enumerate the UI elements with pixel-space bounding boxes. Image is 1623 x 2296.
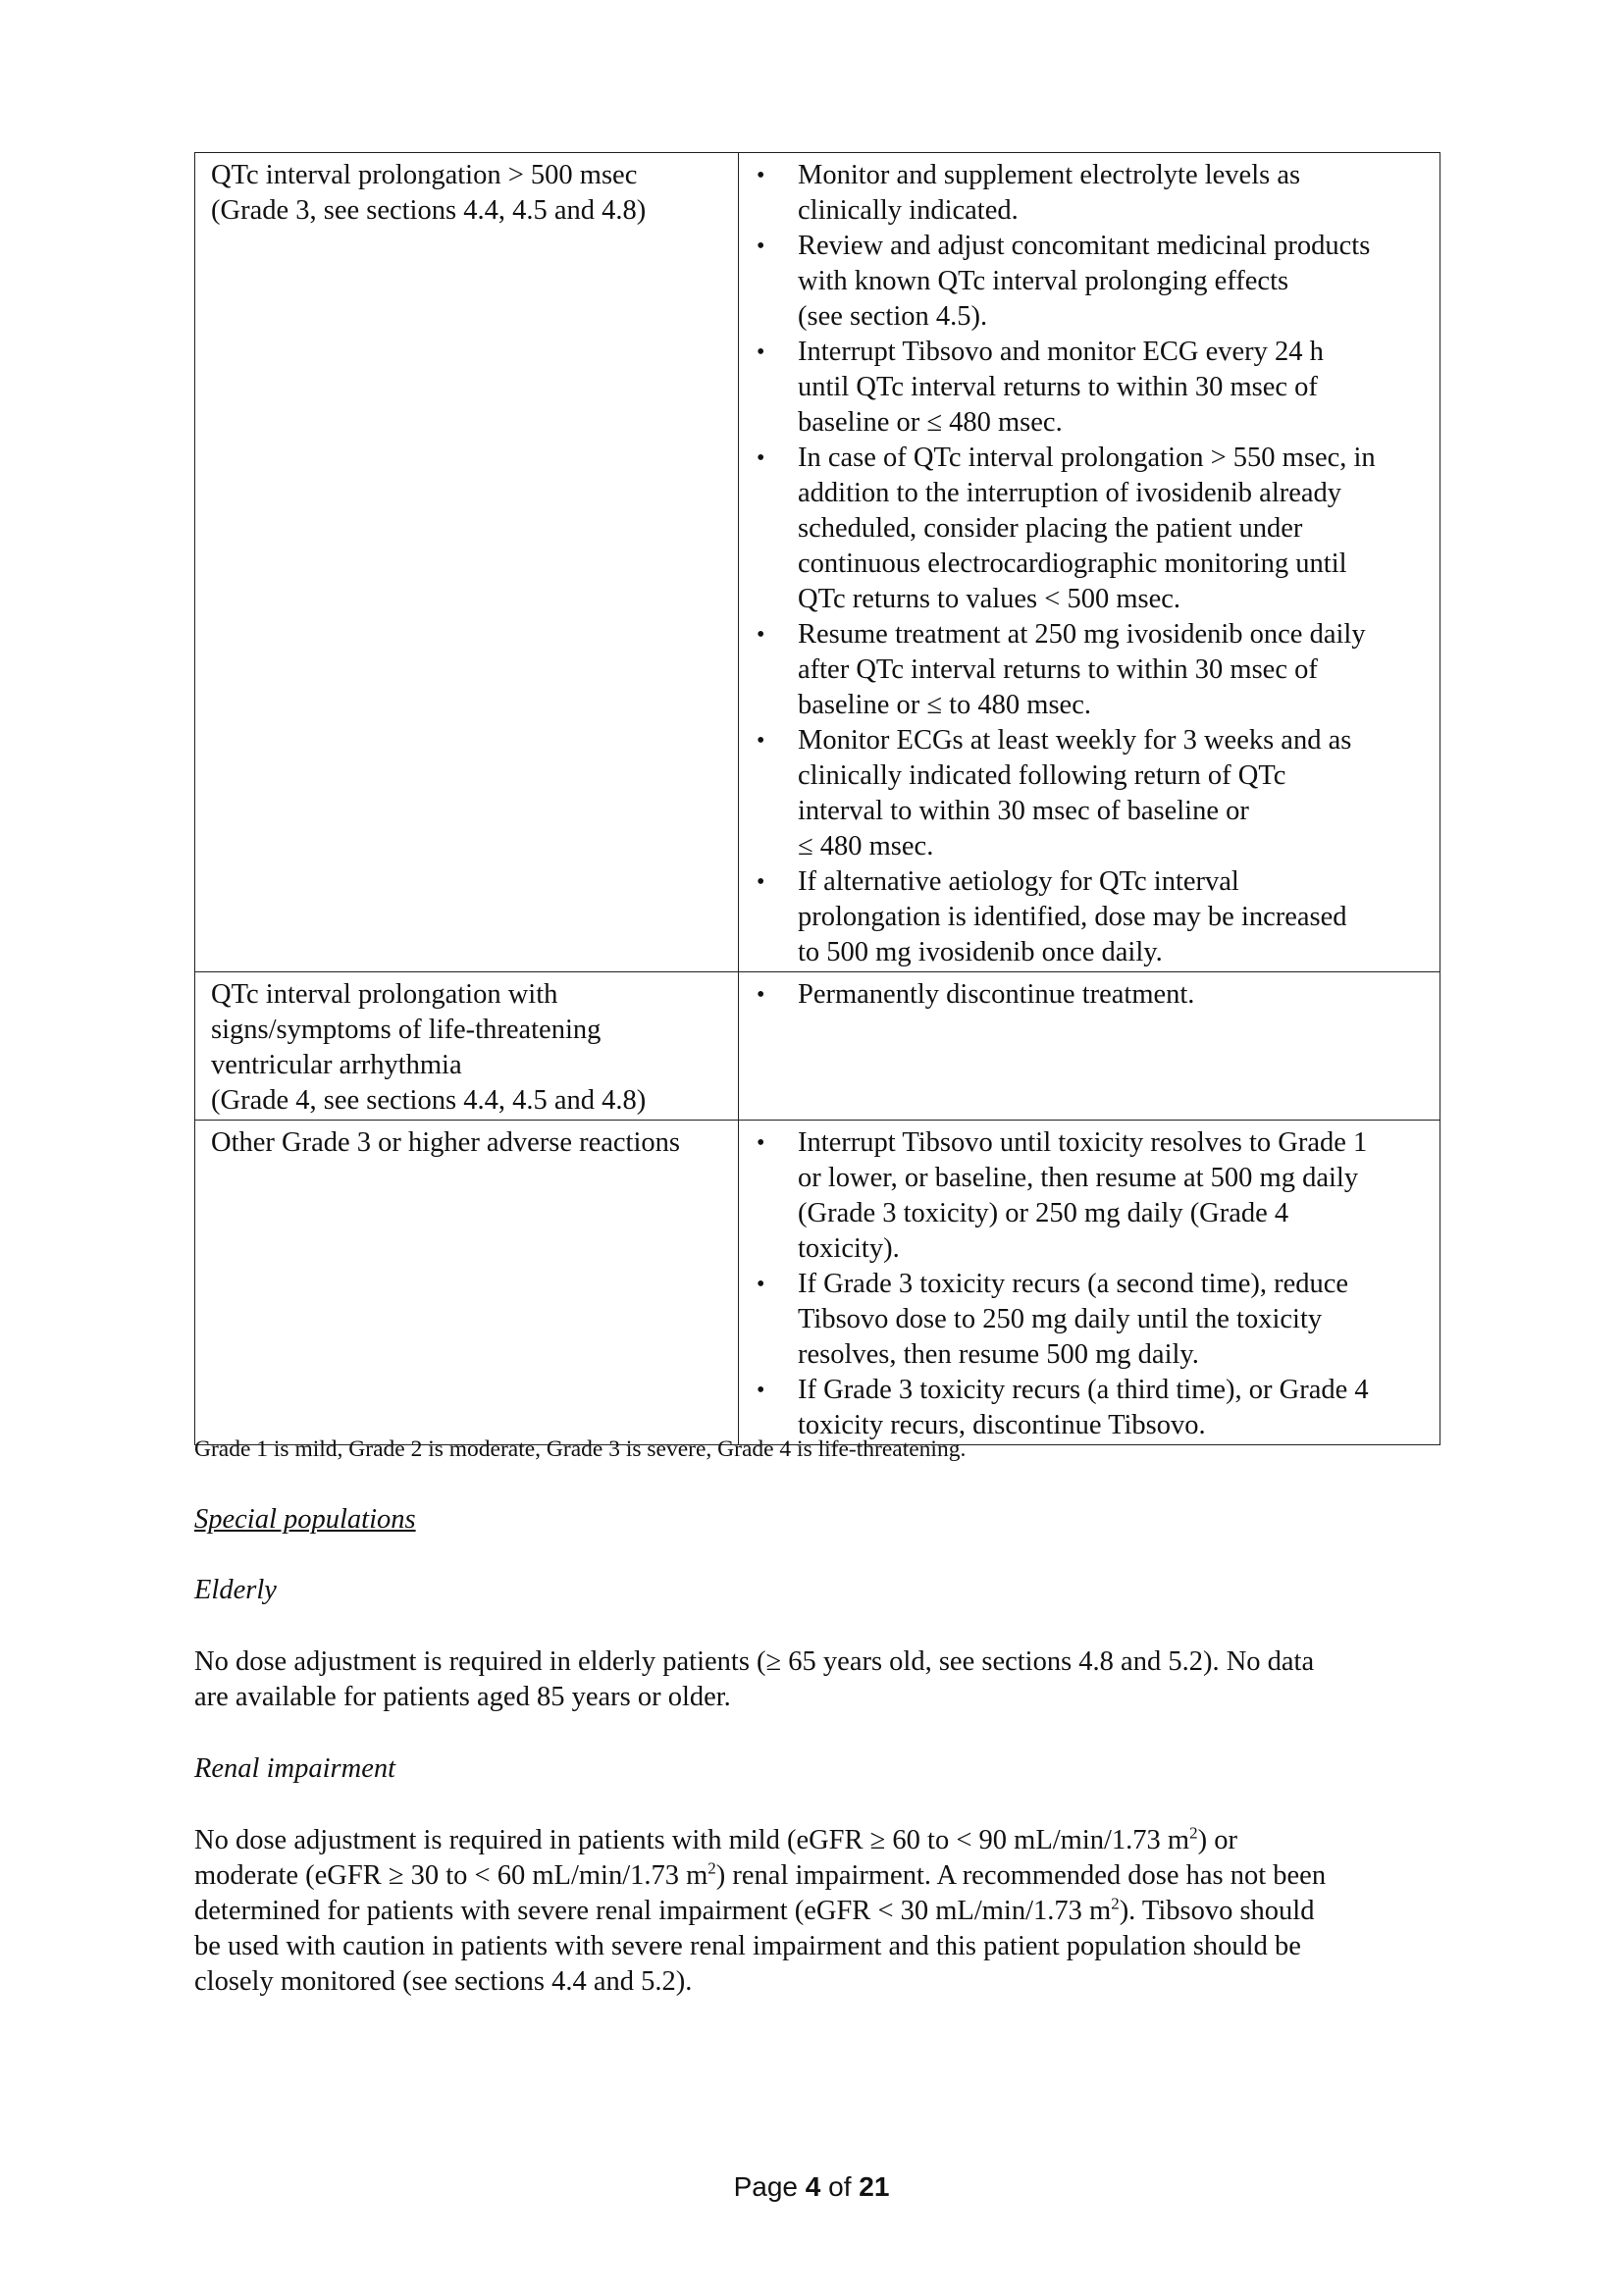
renal-line-4: be used with caution in patients with severe renal impairment and this patient population should be [194,1931,1301,1961]
action-line: (see section 4.5). [798,301,988,332]
action-line: • If Grade 3 toxicity recurs (a third time), or Grade 4 [798,1375,1369,1405]
renal-heading: Renal impairment [194,1753,396,1784]
condition-line: Other Grade 3 or higher adverse reactions [211,1127,680,1158]
superscript-2: 2 [707,1858,716,1878]
special-populations-heading: Special populations [194,1504,416,1535]
action-line: • Monitor and supplement electrolyte levels as [798,160,1301,190]
dose-modification-table [194,152,1440,1445]
action-item [755,229,1430,335]
table-row [195,153,1440,972]
action-line: addition to the interruption of ivosidenib already [798,478,1342,508]
condition-line: QTc interval prolongation with [211,979,558,1010]
page-number [0,2169,1623,2205]
action-line: continuous electrocardiographic monitoring until [798,548,1347,579]
action-line: • Interrupt Tibsovo until toxicity resolves to Grade 1 [798,1127,1368,1158]
elderly-line-1: No dose adjustment is required in elderly patients (≥ 65 years old, see sections 4.8 and 5.2). No data [194,1646,1315,1677]
action-line: (Grade 3 toxicity) or 250 mg daily (Grade 4 [798,1198,1289,1228]
elderly-paragraph [194,1644,1440,1715]
page-total: 21 [859,2171,890,2202]
action-item [755,441,1430,617]
action-list [755,158,1430,970]
action-item [755,1267,1430,1373]
action-line: • Resume treatment at 250 mg ivosidenib once daily [798,619,1366,650]
renal-line-1-text: No dose adjustment is required in patients with mild (eGFR ≥ 60 to < 90 mL/min/1.73 m [194,1825,1190,1855]
action-line: resolves, then resume 500 mg daily. [798,1339,1199,1370]
renal-paragraph [194,1823,1440,2000]
action-list [755,1125,1430,1443]
action-item [755,1125,1430,1267]
table-row [195,1121,1440,1445]
action-line: QTc returns to values < 500 msec. [798,584,1181,614]
action-item [755,335,1430,441]
action-item [755,723,1430,864]
action-line: to 500 mg ivosidenib once daily. [798,937,1163,967]
action-line: • Monitor ECGs at least weekly for 3 weeks and as [798,725,1352,756]
condition-line: ventricular arrhythmia [211,1050,462,1080]
action-list [755,977,1430,1013]
action-item [755,617,1430,723]
page-label: Page [733,2171,798,2202]
superscript-2: 2 [1111,1894,1120,1913]
renal-line-3 [194,1894,1440,1929]
renal-line-3-tail: ). Tibsovo should [1119,1896,1315,1926]
action-line: • In case of QTc interval prolongation > 550 msec, in [798,443,1376,473]
condition-cell [195,972,739,1121]
renal-line-1-tail: ) or [1197,1825,1237,1855]
renal-line-2 [194,1858,1440,1894]
page-of: of [828,2171,852,2202]
action-line: • If Grade 3 toxicity recurs (a second time), reduce [798,1269,1349,1299]
superscript-2: 2 [1189,1823,1198,1843]
elderly-heading: Elderly [194,1575,277,1605]
action-line: prolongation is identified, dose may be increased [798,902,1347,932]
action-line: toxicity recurs, discontinue Tibsovo. [798,1410,1206,1440]
action-line: • Interrupt Tibsovo and monitor ECG every 24 h [798,337,1324,367]
condition-line: QTc interval prolongation > 500 msec [211,160,638,190]
action-item [755,864,1430,970]
action-line: or lower, or baseline, then resume at 500 mg daily [798,1163,1359,1193]
action-line: baseline or ≤ to 480 msec. [798,690,1091,720]
page-current: 4 [805,2171,821,2202]
action-line: • If alternative aetiology for QTc interval [798,866,1239,897]
action-cell [739,1121,1440,1445]
renal-line-2-text: moderate (eGFR ≥ 30 to < 60 mL/min/1.73 m [194,1860,708,1891]
action-line: baseline or ≤ 480 msec. [798,407,1063,438]
action-item [755,158,1430,229]
action-cell [739,153,1440,972]
action-line: with known QTc interval prolonging effects [798,266,1289,296]
action-line: clinically indicated following return of QTc [798,760,1286,791]
action-line: after QTc interval returns to within 30 msec of [798,654,1318,685]
renal-line-3-text: determined for patients with severe renal impairment (eGFR < 30 mL/min/1.73 m [194,1896,1112,1926]
condition-line: (Grade 4, see sections 4.4, 4.5 and 4.8) [211,1085,647,1116]
action-line: • Permanently discontinue treatment. [798,979,1195,1010]
elderly-line-2: are available for patients aged 85 years or older. [194,1682,731,1712]
table-footnote: Grade 1 is mild, Grade 2 is moderate, Grade 3 is severe, Grade 4 is life-threatening. [194,1436,967,1462]
renal-line-1 [194,1823,1440,1858]
action-line: until QTc interval returns to within 30 msec of [798,372,1318,402]
action-line: interval to within 30 msec of baseline or [798,796,1249,826]
action-item [755,977,1430,1013]
condition-cell [195,153,739,972]
renal-line-5: closely monitored (see sections 4.4 and 5.2). [194,1966,693,1997]
action-line: • Review and adjust concomitant medicinal products [798,231,1371,261]
action-line: Tibsovo dose to 250 mg daily until the toxicity [798,1304,1323,1334]
action-item [755,1373,1430,1443]
action-line: ≤ 480 msec. [798,831,934,861]
condition-cell [195,1121,739,1445]
action-line: scheduled, consider placing the patient under [798,513,1303,544]
renal-line-2-tail: ) renal impairment. A recommended dose has not been [715,1860,1327,1891]
condition-line: (Grade 3, see sections 4.4, 4.5 and 4.8) [211,195,647,226]
action-line: toxicity). [798,1233,900,1264]
condition-line: signs/symptoms of life-threatening [211,1015,602,1045]
action-cell [739,972,1440,1121]
dose-table-body [195,153,1440,1445]
action-line: clinically indicated. [798,195,1019,226]
table-row [195,972,1440,1121]
